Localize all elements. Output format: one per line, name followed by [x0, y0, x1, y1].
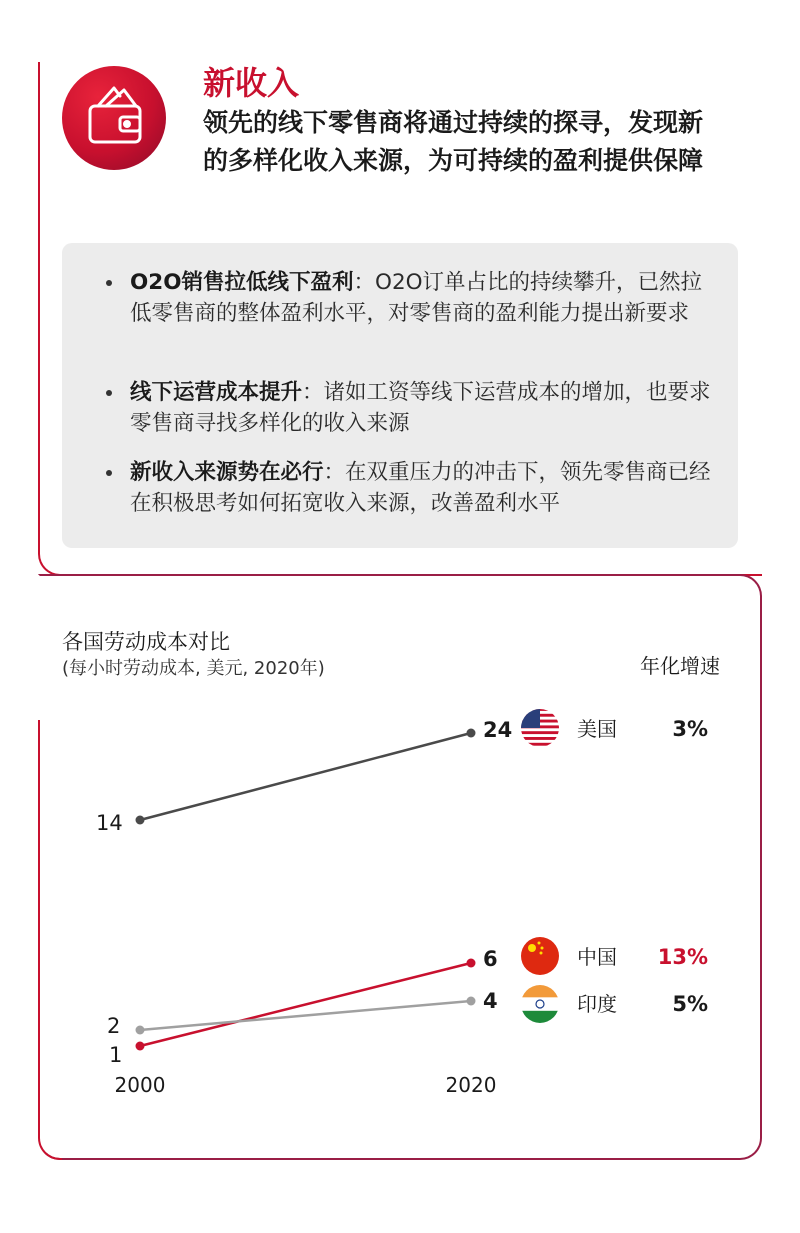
bullet-text: ：诸如工资等线下运营成本的增加，也要求零售商寻找多样化的收入来源 [130, 380, 711, 436]
growth-value: 13% [657, 945, 708, 969]
india-flag-icon [520, 984, 560, 1024]
bullet-text: ：在双重压力的冲击下，领先零售商已经在积极思考如何拓宽收入来源，改善盈利水平 [130, 460, 711, 516]
data-point [467, 959, 476, 968]
chart-subtitle: (每小时劳动成本, 美元, 2020年) [62, 658, 325, 679]
data-point [136, 1042, 145, 1051]
data-label: 6 [483, 947, 498, 971]
bullet-heading: 新收入来源势在必行 [130, 460, 324, 485]
bullet-heading: 线下运营成本提升 [130, 380, 303, 405]
x-tick-label: 2000 [114, 1073, 166, 1097]
data-point [136, 816, 145, 825]
data-point [467, 997, 476, 1006]
x-tick-label: 2020 [445, 1073, 497, 1097]
series-name: 印度 [577, 992, 617, 1016]
series-name: 美国 [577, 717, 617, 741]
section-title: 新收入 [203, 64, 300, 102]
us-flag-icon [520, 708, 560, 748]
data-label: 14 [96, 811, 123, 835]
series-name: 中国 [577, 945, 617, 969]
data-point [136, 1026, 145, 1035]
section-subtitle: 领先的线下零售商将通过持续的探寻，发现新的多样化收入来源，为可持续的盈利提供保障 [203, 108, 704, 175]
growth-header: 年化增速 [640, 654, 720, 678]
growth-value: 3% [672, 717, 708, 741]
bullet-heading: O2O销售拉低线下盈利 [130, 270, 354, 295]
data-label: 24 [483, 718, 513, 742]
bullet-text: ：O2O订单占比的持续攀升，已然拉低零售商的整体盈利水平，对零售商的盈利能力提出新要求 [130, 270, 703, 326]
data-point [467, 729, 476, 738]
growth-value: 5% [672, 992, 708, 1016]
data-label: 4 [483, 989, 498, 1013]
chart-title: 各国劳动成本对比 [62, 630, 230, 654]
data-label: 1 [109, 1043, 123, 1067]
china-flag-icon [520, 936, 560, 976]
data-label: 2 [107, 1014, 121, 1038]
series-line-美国 [140, 733, 471, 820]
